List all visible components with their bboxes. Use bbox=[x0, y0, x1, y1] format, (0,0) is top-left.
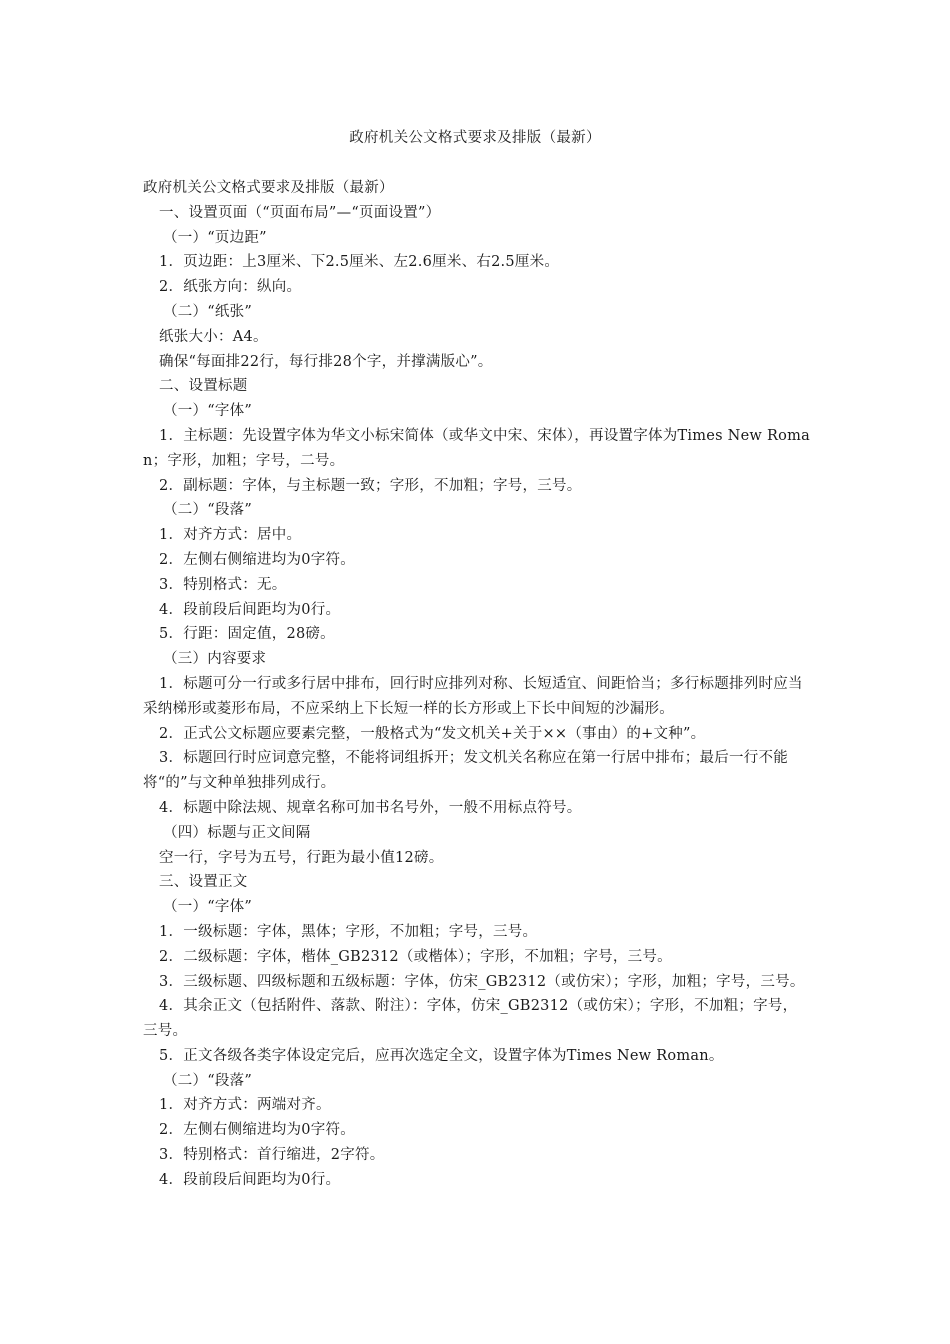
paragraph: 2．二级标题：字体，楷体_GB2312（或楷体）；字形，不加粗；字号，三号。 bbox=[159, 948, 672, 965]
paragraph: 2．正式公文标题应要素完整，一般格式为“发文机关+关于××（事由）的+文种”。 bbox=[159, 725, 706, 742]
paragraph: 纸张大小：A4。 bbox=[159, 328, 268, 345]
paragraph: 1．一级标题：字体，黑体；字形，不加粗；字号，三号。 bbox=[159, 923, 538, 940]
paragraph: （二）“纸张” bbox=[163, 303, 253, 320]
paragraph: 确保“每面排22行，每行排28个字，并撑满版心”。 bbox=[159, 353, 493, 370]
paragraph: （二）“段落” bbox=[163, 1072, 253, 1089]
paragraph: 1．标题可分一行或多行居中排布，回行时应排列对称、长短适宜、间距恰当；多行标题排列时应当采纳梯形或菱形布局，不应采纳上下长短一样的长方形或上下长中间短的沙漏形。 bbox=[143, 675, 803, 717]
paragraph: 2．纸张方向：纵向。 bbox=[159, 279, 302, 296]
paragraph: 2．左侧右侧缩进均为0字符。 bbox=[159, 1122, 355, 1139]
paragraph: 政府机关公文格式要求及排版（最新） bbox=[143, 180, 394, 196]
paragraph: 3．特别格式：无。 bbox=[159, 576, 287, 593]
paragraph: 4．标题中除法规、规章名称可加书名号外，一般不用标点符号。 bbox=[159, 799, 582, 816]
paragraph: 4．其余正文（包括附件、落款、附注）：字体，仿宋_GB2312（或仿宋）；字形，不加粗；字号，三号。 bbox=[143, 998, 798, 1040]
paragraph: （二）“段落” bbox=[163, 502, 253, 519]
document-body bbox=[143, 176, 811, 1193]
paragraph: 3．特别格式：首行缩进，2字符。 bbox=[159, 1147, 385, 1164]
paragraph: 1．主标题：先设置字体为华文小标宋简体（或华文中宋、宋体），再设置字体为Times New Roman；字形，加粗；字号，二号。 bbox=[143, 427, 810, 469]
paragraph: 4．段前段后间距均为0行。 bbox=[159, 1171, 341, 1188]
paragraph: 一、设置页面（“页面布局”—“页面设置”） bbox=[159, 204, 441, 221]
paragraph: 1．对齐方式：居中。 bbox=[159, 527, 302, 544]
paragraph: 4．段前段后间距均为0行。 bbox=[159, 601, 341, 618]
paragraph: 空一行，字号为五号，行距为最小值12磅。 bbox=[159, 849, 444, 866]
paragraph: （一）“字体” bbox=[163, 899, 253, 916]
paragraph: 2．副标题：字体，与主标题一致；字形，不加粗；字号，三号。 bbox=[159, 477, 582, 494]
paragraph: （三）内容要求 bbox=[163, 651, 267, 668]
page-title: 政府机关公文格式要求及排版（最新） bbox=[349, 130, 601, 146]
paragraph: （一）“字体” bbox=[163, 403, 253, 420]
paragraph: 5．行距：固定值，28磅。 bbox=[159, 626, 335, 643]
paragraph: （一）“页边距” bbox=[163, 229, 267, 246]
paragraph: 3．标题回行时应词意完整，不能将词组拆开；发文机关名称应在第一行居中排布；最后一行不能将“的”与文种单独排列成行。 bbox=[143, 750, 788, 792]
paragraph: 二、设置标题 bbox=[159, 378, 248, 395]
paragraph: （四）标题与正文间隔 bbox=[163, 824, 311, 841]
paragraph: 三、设置正文 bbox=[159, 874, 248, 891]
paragraph: 2．左侧右侧缩进均为0字符。 bbox=[159, 551, 355, 568]
paragraph: 3．三级标题、四级标题和五级标题：字体，仿宋_GB2312（或仿宋）；字形，加粗；字号，三号。 bbox=[159, 973, 805, 990]
paragraph: 1．对齐方式：两端对齐。 bbox=[159, 1097, 331, 1114]
paragraph: 5．正文各级各类字体设定完后，应再次选定全文，设置字体为Times New Roman。 bbox=[159, 1047, 724, 1064]
paragraph: 1．页边距：上3厘米、下2.5厘米、左2.6厘米、右2.5厘米。 bbox=[159, 254, 560, 271]
